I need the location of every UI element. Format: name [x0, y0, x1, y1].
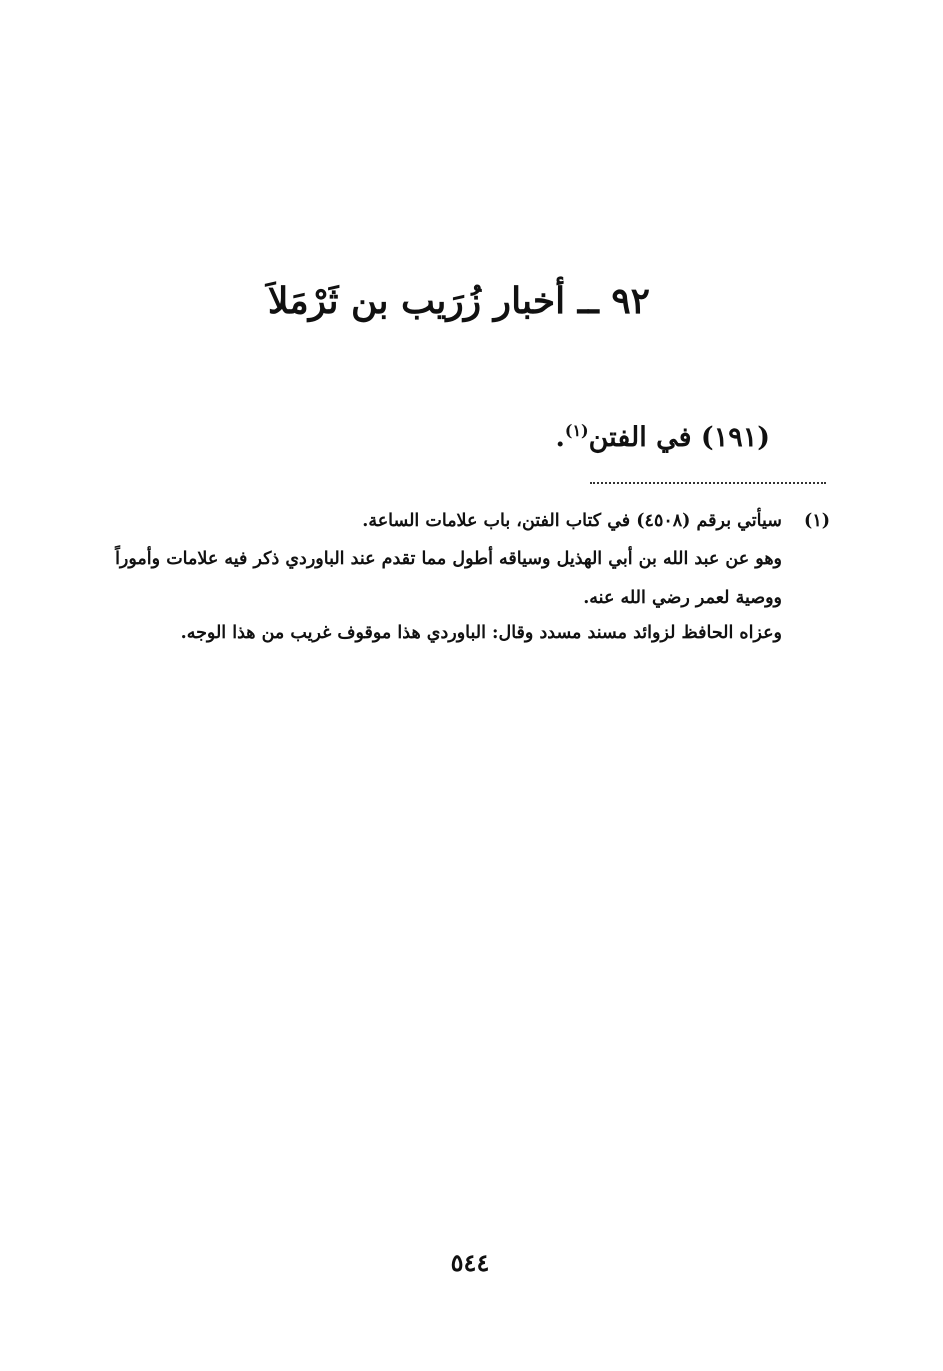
hadith-entry — [300, 420, 770, 455]
footnote-line — [362, 510, 830, 533]
footnote-reference: (١) — [564, 421, 589, 440]
entry-text: (١٩١) في الفتن — [588, 422, 770, 453]
footnote-text: سيأتي برقم (٤٥٠٨) في كتاب الفتن، باب علامات الساعة. — [362, 511, 782, 531]
footnote-marker: (١) — [804, 511, 830, 531]
footnote-line: ووصية لعمر رضي الله عنه. — [583, 588, 782, 608]
chapter-heading: ٩٢ ــ أخبار زُرَيب بن ثَرْمَلاَ — [267, 280, 650, 322]
footnote-separator — [590, 482, 826, 484]
page-number: ٥٤٤ — [450, 1248, 490, 1277]
footnote-line: وهو عن عبد الله بن أبي الهذيل وسياقه أطول مما تقدم عند الباوردي ذكر فيه علامات وأموراً — [115, 549, 782, 569]
footnote-line: وعزاه الحافظ لزوائد مسند مسدد وقال: الباوردي هذا موقوف غريب من هذا الوجه. — [180, 623, 782, 643]
entry-end: . — [555, 422, 565, 453]
